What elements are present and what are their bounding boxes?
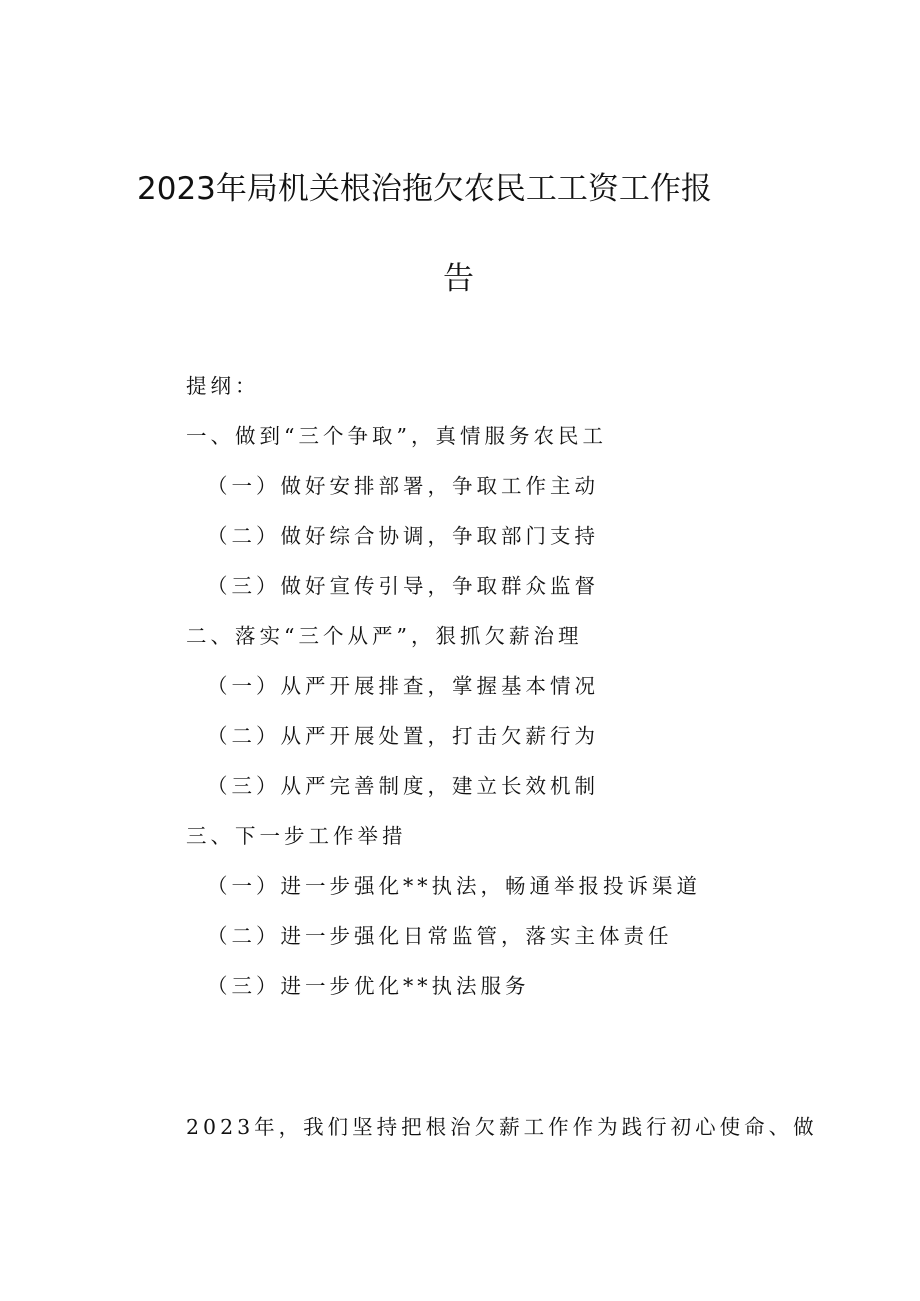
document-title-line-2: 告 [443, 261, 474, 297]
outline-item-3-3: （三）进一步优化**执法服务 [207, 974, 530, 998]
outline-item-1-1: （一）做好安排部署，争取工作主动 [207, 474, 599, 498]
outline-item-1-2: （二）做好综合协调，争取部门支持 [207, 524, 599, 548]
outline-item-3-1: （一）进一步强化**执法，畅通举报投诉渠道 [207, 874, 701, 898]
outline-section-1: 一、做到“三个争取”，真情服务农民工 [186, 424, 607, 448]
outline-item-2-1: （一）从严开展排查，掌握基本情况 [207, 674, 599, 698]
outline-label: 提纲： [186, 374, 260, 398]
outline-item-1-3: （三）做好宣传引导，争取群众监督 [207, 574, 599, 598]
outline-item-3-2: （二）进一步强化日常监管，落实主体责任 [207, 924, 673, 948]
outline-item-2-3: （三）从严完善制度，建立长效机制 [207, 774, 599, 798]
outline-section-3: 三、下一步工作举措 [186, 824, 407, 848]
outline-item-2-2: （二）从严开展处置，打击欠薪行为 [207, 724, 599, 748]
outline-section-2: 二、落实“三个从严”，狠抓欠薪治理 [186, 624, 583, 648]
document-title-line-1: 2023年局机关根治拖欠农民工工资工作报 [137, 171, 712, 207]
body-paragraph-first-line: 2023年，我们坚持把根治欠薪工作作为践行初心使命、做 [186, 1115, 818, 1139]
